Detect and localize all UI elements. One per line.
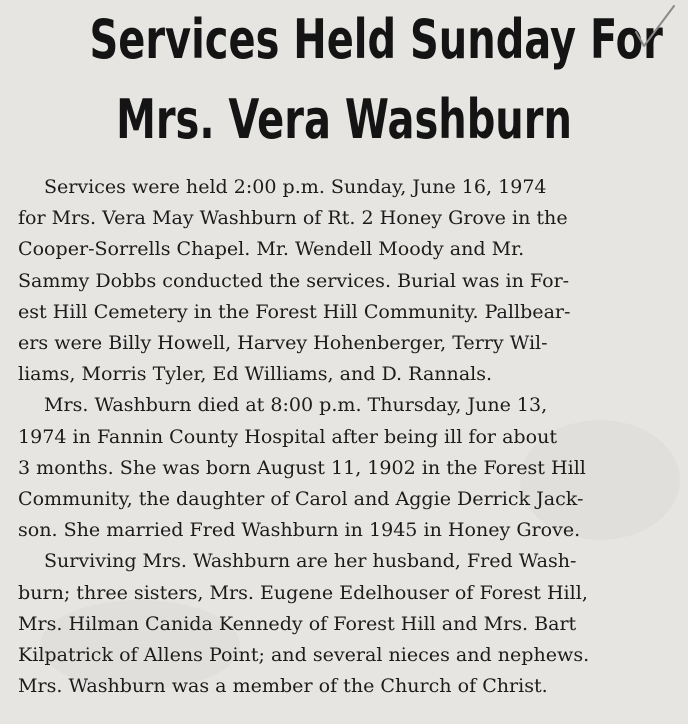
- article-line: Surviving Mrs. Washburn are her husband, Fred Wash-: [44, 550, 577, 573]
- headline-line-2: Mrs. Vera Washburn: [116, 88, 572, 151]
- article-line: burn; three sisters, Mrs. Eugene Edelhouser of Forest Hill,: [18, 581, 588, 604]
- article-line: Mrs. Washburn died at 8:00 p.m. Thursday, June 13,: [44, 394, 548, 417]
- checkmark-icon: [630, 2, 680, 52]
- article-body: [18, 172, 683, 702]
- article-line: ers were Billy Howell, Harvey Hohenberger, Terry Wil-: [18, 332, 548, 355]
- article-line: Community, the daughter of Carol and Aggie Derrick Jack-: [18, 488, 584, 511]
- article-line: son. She married Fred Washburn in 1945 in Honey Grove.: [18, 519, 581, 542]
- article-line: for Mrs. Vera May Washburn of Rt. 2 Honey Grove in the: [18, 207, 568, 230]
- article-line: Sammy Dobbs conducted the services. Burial was in For-: [18, 269, 570, 292]
- article-line: 1974 in Fannin County Hospital after being ill for about: [18, 425, 558, 448]
- article-line: Kilpatrick of Allens Point; and several nieces and nephews.: [18, 644, 590, 667]
- headline-line-1: Services Held Sunday For: [89, 8, 663, 71]
- article-line: liams, Morris Tyler, Ed Williams, and D. Rannals.: [18, 363, 493, 386]
- article-line: Mrs. Washburn was a member of the Church of Christ.: [18, 675, 548, 698]
- article-line: Mrs. Hilman Canida Kennedy of Forest Hill and Mrs. Bart: [18, 612, 577, 635]
- article-line: 3 months. She was born August 11, 1902 in the Forest Hill: [18, 456, 586, 479]
- article-line: Services were held 2:00 p.m. Sunday, June 16, 1974: [44, 176, 547, 198]
- article-line: Cooper-Sorrells Chapel. Mr. Wendell Moody and Mr.: [18, 238, 525, 261]
- article-line: est Hill Cemetery in the Forest Hill Community. Pallbear-: [18, 300, 571, 323]
